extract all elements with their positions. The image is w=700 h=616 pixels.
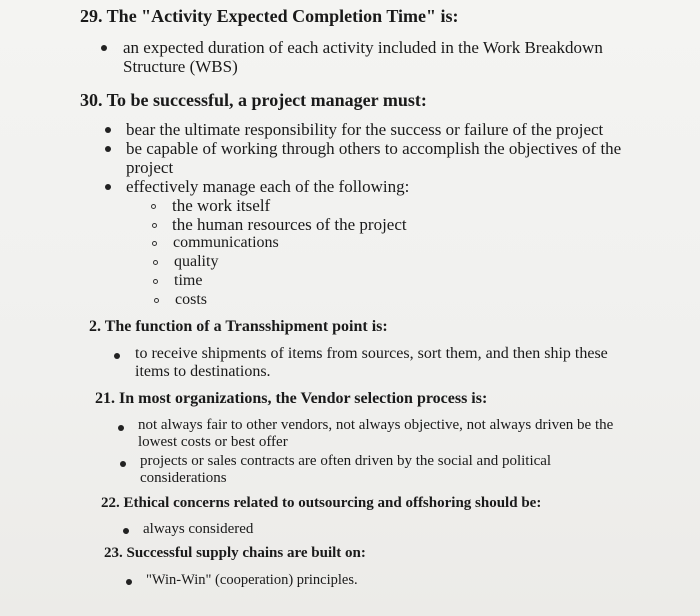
answer-30-sub-2: the human resources of the project	[172, 215, 407, 234]
sub-bullet-icon	[151, 204, 156, 209]
question-22-title: 22. Ethical concerns related to outsourcing and offshoring should be:	[101, 495, 542, 511]
bullet-icon	[120, 461, 126, 467]
answer-29-1: an expected duration of each activity included in the Work Breakdown Structure (WBS)	[123, 38, 603, 76]
answer-30-sub-1: the work itself	[172, 196, 271, 215]
bullet-icon	[118, 425, 124, 431]
question-23-title: 23. Successful supply chains are built on:	[104, 545, 366, 561]
answer-30-sub-5: time	[174, 272, 203, 289]
answer-2-1: to receive shipments of items from sources, sort them, and then ship these items to destinations.	[135, 345, 608, 380]
sub-bullet-icon	[153, 260, 158, 265]
sub-bullet-icon	[153, 279, 158, 284]
bullet-icon	[123, 528, 129, 534]
answer-21-1: not always fair to other vendors, not always objective, not always driven be the lowest costs or best offer	[138, 417, 614, 450]
question-30-title: 30. To be successful, a project manager must:	[80, 90, 427, 110]
answer-30-3: effectively manage each of the following:	[126, 177, 410, 196]
answer-30-sub-6: costs	[175, 291, 207, 308]
answer-30-sub-3: communications	[173, 234, 279, 251]
sub-bullet-icon	[154, 298, 159, 303]
bullet-icon	[126, 579, 132, 585]
bullet-icon	[105, 184, 111, 190]
answer-22-1: always considered	[143, 521, 254, 537]
answer-30-1: bear the ultimate responsibility for the success or failure of the project	[126, 120, 604, 139]
answer-23-1: "Win-Win" (cooperation) principles.	[146, 572, 358, 588]
bullet-icon	[105, 127, 111, 133]
sub-bullet-icon	[152, 241, 157, 246]
answer-21-2: projects or sales contracts are often driven by the social and political considerations	[140, 453, 552, 486]
bullet-icon	[105, 146, 111, 152]
question-29-title: 29. The "Activity Expected Completion Time" is:	[80, 6, 459, 26]
question-21-title: 21. In most organizations, the Vendor selection process is:	[95, 390, 488, 407]
answer-30-2: be capable of working through others to accomplish the objectives of the project	[126, 139, 622, 177]
sub-bullet-icon	[152, 223, 157, 228]
answer-30-sub-4: quality	[174, 253, 219, 270]
question-2-title: 2. The function of a Transshipment point is:	[89, 318, 388, 335]
bullet-icon	[114, 353, 120, 359]
bullet-icon	[101, 45, 107, 51]
